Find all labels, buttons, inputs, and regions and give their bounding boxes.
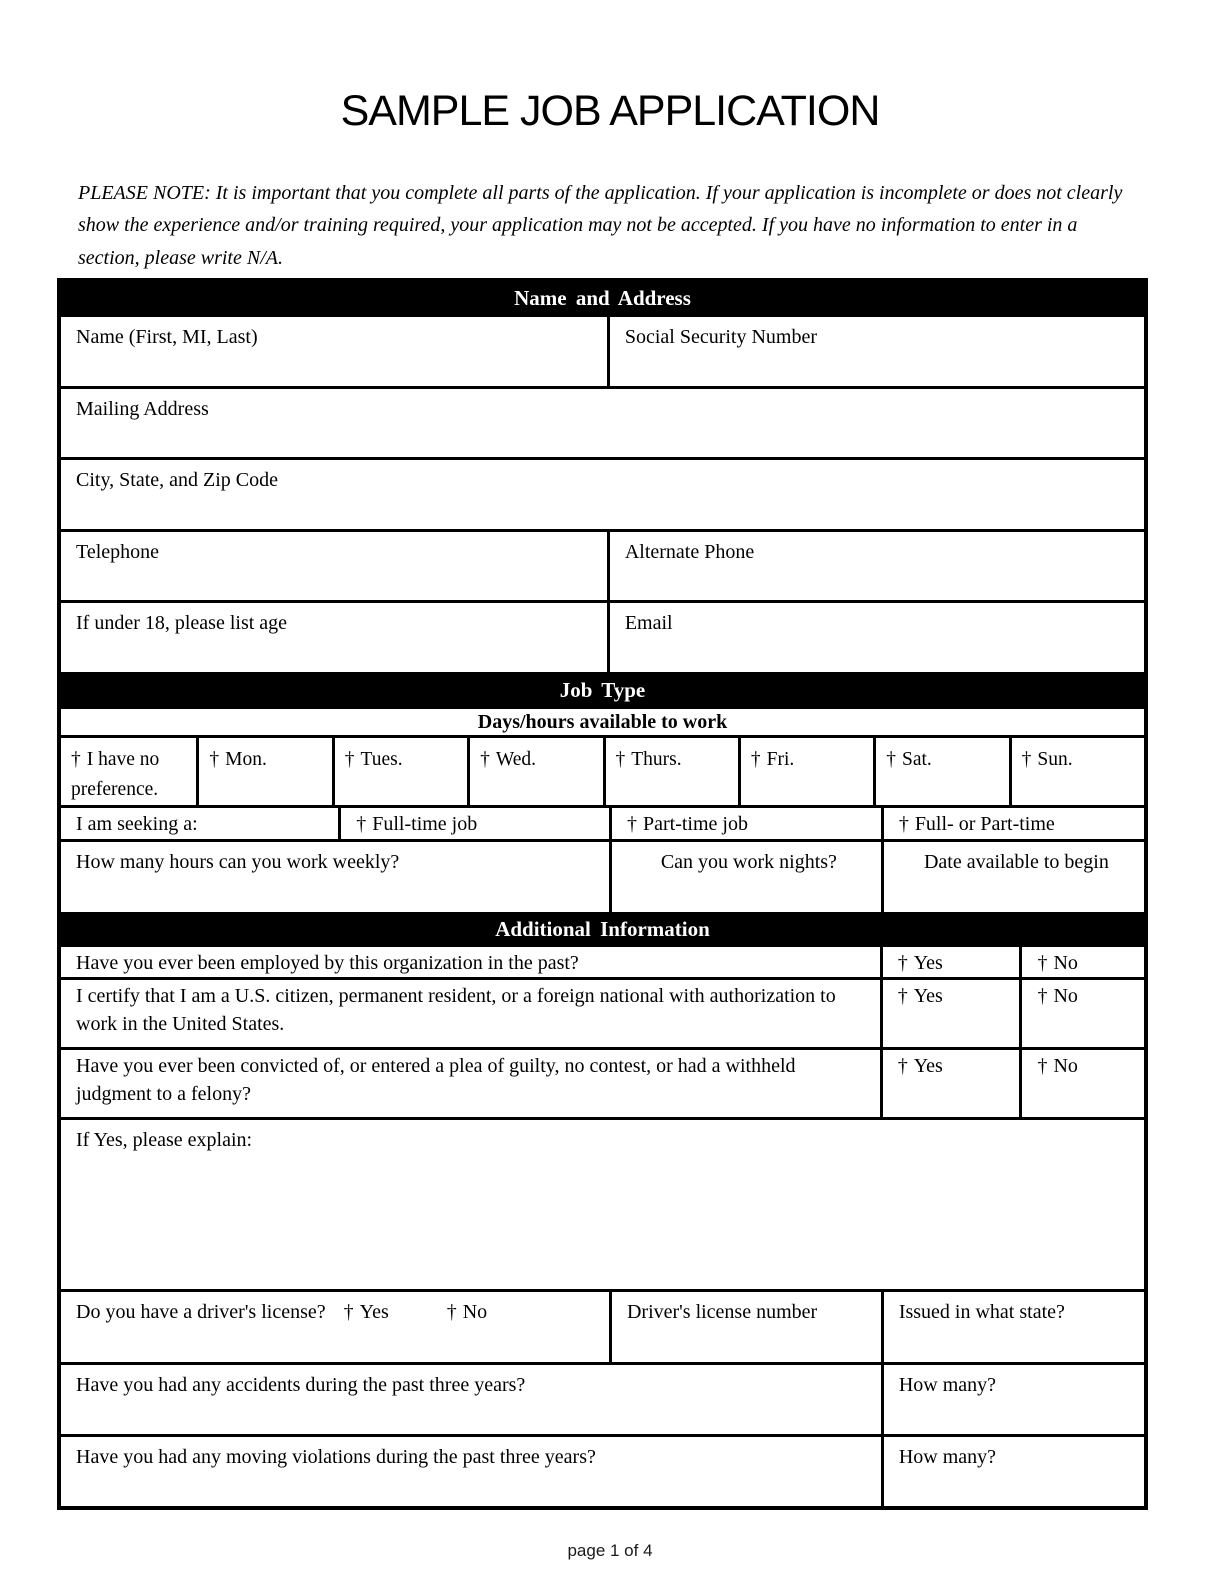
day-label: Mon.: [225, 749, 267, 770]
telephone-label: Telephone: [76, 541, 160, 563]
email-label: Email: [624, 612, 673, 634]
hours-weekly-label: How many hours can you work weekly?: [76, 851, 400, 873]
accidents-count-label: How many?: [898, 1374, 997, 1396]
yes-option-cell[interactable]: [880, 1050, 1020, 1117]
seeking-option-part-time[interactable]: [609, 808, 881, 839]
yes-label: Yes: [359, 1301, 389, 1323]
checkbox-icon[interactable]: †: [897, 985, 908, 1007]
days-hours-subheader: Days/hours available to work: [61, 706, 1144, 735]
question-text: Have you ever been employed by this organization in the past?: [76, 952, 579, 974]
day-option-no-preference[interactable]: [61, 738, 196, 805]
no-option-cell[interactable]: [1019, 1050, 1144, 1117]
seeking-option-full-or-part-time[interactable]: [881, 808, 1144, 839]
section-header-name-address: Name and Address: [61, 282, 1144, 314]
checkbox-icon[interactable]: †: [897, 952, 908, 974]
day-option-wed[interactable]: [467, 738, 602, 805]
drivers-license-no-option[interactable]: [447, 1301, 487, 1323]
row-moving-violations: [61, 1434, 1144, 1506]
field-hours-weekly[interactable]: [61, 842, 609, 912]
checkbox-icon[interactable]: †: [71, 749, 81, 770]
seeking-label: I am seeking a:: [76, 813, 198, 835]
yes-label: Yes: [913, 985, 943, 1007]
day-option-tues[interactable]: [332, 738, 467, 805]
no-option-cell[interactable]: [1019, 947, 1144, 977]
row-name-ssn: [61, 314, 1144, 386]
field-email[interactable]: [607, 603, 1144, 672]
seeking-option-full-time[interactable]: [338, 808, 609, 839]
section-header-additional-information: Additional Information: [61, 912, 1144, 944]
instructions-note: PLEASE NOTE: It is important that you complete all parts of the application. If your application is incomplete or does not clearly show the experience and/or training required, your application may not be accepted. If you have no information to enter in a section, please write N/A.: [78, 182, 1123, 269]
day-label: Wed.: [495, 749, 536, 770]
field-explain[interactable]: [61, 1120, 1144, 1289]
row-mailing-address: [61, 386, 1144, 457]
day-option-sun[interactable]: [1009, 738, 1144, 805]
mailing-address-label: Mailing Address: [76, 398, 209, 420]
day-option-fri[interactable]: [738, 738, 873, 805]
day-label: Fri.: [766, 749, 795, 770]
row-seeking: [61, 805, 1144, 839]
field-violations-count[interactable]: [881, 1437, 1144, 1506]
checkbox-icon[interactable]: †: [343, 1301, 354, 1323]
field-work-nights[interactable]: [609, 842, 881, 912]
checkbox-icon[interactable]: †: [344, 749, 355, 770]
day-option-mon[interactable]: [196, 738, 331, 805]
yes-option-cell[interactable]: [880, 980, 1020, 1047]
field-license-number[interactable]: [609, 1292, 881, 1362]
checkbox-icon[interactable]: †: [1037, 1055, 1048, 1077]
ssn-label: Social Security Number: [624, 326, 818, 348]
checkbox-icon[interactable]: †: [446, 1301, 457, 1323]
day-label: Thurs.: [631, 749, 682, 770]
day-label: Sat.: [902, 749, 932, 770]
checkbox-icon[interactable]: †: [615, 749, 626, 770]
day-label: I have no preference.: [71, 749, 160, 801]
day-label: Tues.: [360, 749, 403, 770]
field-alternate-phone[interactable]: [607, 532, 1144, 600]
day-option-sat[interactable]: [873, 738, 1008, 805]
violations-label: Have you had any moving violations during the past three years?: [76, 1446, 596, 1468]
city-state-zip-label: City, State, and Zip Code: [76, 469, 279, 491]
field-mailing-address[interactable]: [61, 389, 1144, 457]
row-question-employed-before: [61, 944, 1144, 977]
work-nights-label: Can you work nights?: [660, 851, 837, 873]
yes-label: Yes: [913, 952, 943, 974]
option-label: Full-time job: [372, 813, 478, 835]
page-title: SAMPLE JOB APPLICATION: [340, 87, 880, 135]
row-phones: [61, 529, 1144, 600]
row-days-available: [61, 735, 1144, 805]
checkbox-icon[interactable]: †: [1021, 749, 1032, 770]
no-option-cell[interactable]: [1019, 980, 1144, 1047]
field-date-available[interactable]: [881, 842, 1144, 912]
row-explain: [61, 1117, 1144, 1289]
drivers-license-question: Do you have a driver's license?: [76, 1301, 326, 1323]
row-question-felony: [61, 1047, 1144, 1117]
row-age-email: [61, 600, 1144, 672]
question-text-cell: [61, 980, 880, 1047]
option-label: Part-time job: [642, 813, 748, 835]
no-label: No: [1053, 952, 1078, 974]
checkbox-icon[interactable]: †: [356, 813, 367, 835]
date-available-label: Date available to begin: [923, 851, 1109, 873]
no-label: No: [1053, 985, 1078, 1007]
row-accidents: [61, 1362, 1144, 1434]
field-city-state-zip[interactable]: [61, 460, 1144, 529]
checkbox-icon[interactable]: †: [1037, 985, 1048, 1007]
row-hours-nights-date: [61, 839, 1144, 912]
yes-option-cell[interactable]: [880, 947, 1020, 977]
yes-label: Yes: [913, 1055, 943, 1077]
no-label: No: [462, 1301, 488, 1323]
drivers-license-yes-option[interactable]: [344, 1301, 389, 1323]
question-text-cell: [61, 947, 880, 977]
explain-label: If Yes, please explain:: [76, 1129, 253, 1151]
field-name[interactable]: [61, 317, 607, 386]
row-city-state-zip: [61, 457, 1144, 529]
row-question-citizenship: [61, 977, 1144, 1047]
field-ssn[interactable]: [607, 317, 1144, 386]
seeking-label-cell: [61, 808, 338, 839]
day-option-thurs[interactable]: [603, 738, 738, 805]
checkbox-icon[interactable]: †: [1037, 952, 1048, 974]
question-text: Have you ever been convicted of, or entered a plea of guilty, no contest, or had a withheld judgment to a felony?: [76, 1055, 796, 1106]
checkbox-icon[interactable]: †: [209, 749, 220, 770]
license-state-label: Issued in what state?: [898, 1301, 1065, 1323]
option-label: Full- or Part-time: [914, 813, 1055, 835]
day-label: Sun.: [1037, 749, 1073, 770]
field-violations[interactable]: [61, 1437, 881, 1506]
name-label: Name (First, MI, Last): [76, 326, 258, 348]
checkbox-icon[interactable]: †: [898, 813, 909, 835]
field-telephone[interactable]: [61, 532, 607, 600]
no-label: No: [1053, 1055, 1078, 1077]
checkbox-icon[interactable]: †: [750, 749, 761, 770]
license-number-label: Driver's license number: [626, 1301, 818, 1323]
application-form-table: [57, 278, 1148, 1510]
checkbox-icon[interactable]: †: [886, 749, 896, 770]
question-text: I certify that I am a U.S. citizen, permanent resident, or a foreign national with authorization to work in the United States.: [76, 985, 836, 1036]
checkbox-icon[interactable]: †: [626, 813, 637, 835]
page-number: page 1 of 4: [567, 1541, 653, 1560]
field-has-drivers-license: [61, 1292, 609, 1362]
section-header-job-type: Job Type: [61, 672, 1144, 706]
row-drivers-license: [61, 1289, 1144, 1362]
field-accidents[interactable]: [61, 1365, 881, 1434]
field-accidents-count[interactable]: [881, 1365, 1144, 1434]
question-text-cell: [61, 1050, 880, 1117]
alternate-phone-label: Alternate Phone: [624, 541, 755, 563]
checkbox-icon[interactable]: †: [480, 749, 490, 770]
accidents-label: Have you had any accidents during the past three years?: [76, 1374, 526, 1396]
violations-count-label: How many?: [898, 1446, 997, 1468]
field-license-state[interactable]: [881, 1292, 1144, 1362]
under-18-age-label: If under 18, please list age: [76, 612, 288, 634]
checkbox-icon[interactable]: †: [897, 1055, 908, 1077]
field-under-18-age[interactable]: [61, 603, 607, 672]
